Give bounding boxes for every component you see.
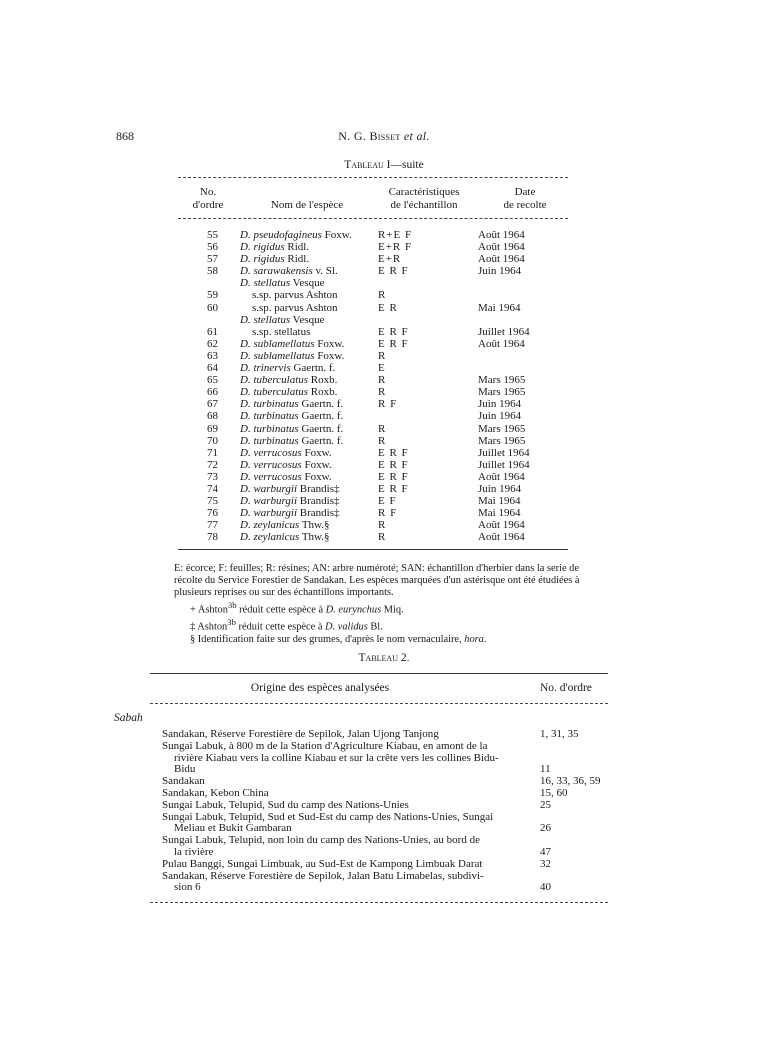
running-head-text: N. G. Bisset et al. xyxy=(338,129,430,143)
species-name xyxy=(240,483,340,495)
species-binomial: D. stellatus xyxy=(240,277,291,290)
species-name xyxy=(240,410,343,422)
sample-characteristics: E R F xyxy=(378,325,409,338)
row-number: 61 xyxy=(207,325,218,338)
sample-characteristics: E F xyxy=(378,495,397,508)
species-binomial: D. turbinatus xyxy=(240,434,299,447)
species-name xyxy=(240,277,324,289)
sample-characteristics: E R F xyxy=(378,446,409,459)
footnote-section xyxy=(174,634,590,646)
col-header-name-text: Nom de l'espèce xyxy=(270,199,344,211)
order-numbers: 40 xyxy=(540,881,551,894)
species-binomial: D. zeylanicus xyxy=(240,531,300,544)
table1-bottom-rule xyxy=(178,549,568,550)
species-authority: Thw.§ xyxy=(299,519,330,532)
origin-line-continued: sion 6 xyxy=(174,881,201,894)
col-header-car-line2: de l'échantillon xyxy=(390,199,458,211)
origin-line: Sungai Labuk, Telupid, non loin du camp des Nations-Unies, au bord de xyxy=(162,834,480,847)
row-number: 70 xyxy=(207,434,218,447)
species-name xyxy=(240,314,324,326)
row-number: 74 xyxy=(207,482,218,495)
table-row xyxy=(180,350,560,362)
row-number: 66 xyxy=(207,386,218,399)
sample-characteristics: E R F xyxy=(378,482,409,495)
collection-date: Juin 1964 xyxy=(478,482,522,495)
species-binomial: D. turbinatus xyxy=(240,398,299,411)
row-number: 75 xyxy=(207,495,218,508)
species-binomial: D. warburgii xyxy=(240,482,298,495)
species-name xyxy=(240,423,343,435)
row-number: 60 xyxy=(207,301,218,314)
notes-main: E: écorce; F: feuilles; R: résines; AN: arbre numéroté; SAN: échantillon d'herbier dans la serie de récolte du Service Forestier de Sandakan. Les espèces marquées d'un astérisque ont été étudiées à plusieurs reprises ou sur des échantillons importants. xyxy=(174,563,580,598)
sample-characteristics: R xyxy=(378,349,387,362)
collection-date: Juillet 1964 xyxy=(478,446,530,459)
table-row xyxy=(180,338,560,350)
row-number: 73 xyxy=(207,470,218,483)
col-header-car-line1: Caractéristiques xyxy=(388,186,460,198)
table-row xyxy=(180,447,560,459)
col-header-characteristics xyxy=(372,186,476,212)
species-binomial: D. tuberculatus xyxy=(240,386,309,399)
collection-date: Juin 1964 xyxy=(478,265,522,278)
origin-line-continued: rivière Kiabau vers la colline Kiabau et sur la crête vers les collines Bidu-Bidu xyxy=(174,751,499,776)
row-number: 76 xyxy=(207,507,218,520)
table-row xyxy=(180,253,560,265)
species-name xyxy=(240,362,335,374)
table-row xyxy=(162,835,622,859)
sample-characteristics: E R F xyxy=(378,470,409,483)
table-row xyxy=(180,495,560,507)
species-name xyxy=(240,435,343,447)
collection-date: Mai 1964 xyxy=(478,507,521,520)
table-row xyxy=(180,326,560,338)
row-number: 64 xyxy=(207,362,218,375)
table1-body xyxy=(180,229,560,543)
collection-date: Mai 1964 xyxy=(478,301,521,314)
collection-date: Mars 1965 xyxy=(478,434,526,447)
col-header-date xyxy=(488,186,562,212)
table-row xyxy=(162,812,622,836)
collection-date: Mars 1965 xyxy=(478,422,526,435)
species-authority: Gaertn. f. xyxy=(298,434,344,447)
species-name xyxy=(240,265,338,277)
fn1-pre: + Ashton xyxy=(190,604,228,616)
table-row xyxy=(180,302,560,314)
sample-characteristics: R xyxy=(378,434,387,447)
order-numbers: 32 xyxy=(540,857,551,870)
sample-characteristics: R xyxy=(378,531,387,544)
fn3-italic: hora xyxy=(464,633,484,645)
table-row xyxy=(180,531,560,543)
species-binomial: D. turbinatus xyxy=(240,410,299,423)
origin-line: Sungai Labuk, Telupid, Sud du camp des Nations-Unies xyxy=(162,798,409,811)
sample-characteristics: R xyxy=(378,374,387,387)
species-binomial: D. sublamellatus xyxy=(240,337,315,350)
origin-line: Sandakan, Réserve Forestière de Sepilok, Jalan Batu Limabelas, subdivi- xyxy=(162,869,484,882)
species-binomial: D. pseudofagineus xyxy=(240,229,322,241)
collection-date: Août 1964 xyxy=(478,337,525,350)
table-row xyxy=(180,459,560,471)
sample-characteristics: R xyxy=(378,422,387,435)
footnote-dagger xyxy=(174,599,590,616)
species-authority: Gaertn. f. xyxy=(298,410,344,423)
table-row xyxy=(180,423,560,435)
table-row xyxy=(180,229,560,241)
collection-date: Août 1964 xyxy=(478,229,525,241)
row-number: 58 xyxy=(207,265,218,278)
species-name xyxy=(240,519,330,531)
origin-line: Pulau Banggi, Sungai Limbuak, au Sud-Est de Kampong Limbuak Darat xyxy=(162,857,483,870)
row-number: 56 xyxy=(207,241,218,254)
sample-characteristics: E xyxy=(378,362,386,375)
species-name xyxy=(240,495,340,507)
species-name xyxy=(240,374,337,386)
species-authority: s.sp. parvus Ashton xyxy=(252,289,338,302)
species-binomial: D. tuberculatus xyxy=(240,374,309,387)
sample-characteristics: R+E F xyxy=(378,229,413,241)
species-name xyxy=(240,350,344,362)
table1-header-rule xyxy=(178,218,568,219)
row-number: 55 xyxy=(207,229,218,241)
species-authority: s.sp. parvus Ashton xyxy=(252,301,338,314)
fn3-pre: § Identification faite sur des grumes, d'après le nom vernaculaire, xyxy=(190,633,465,645)
row-number: 59 xyxy=(207,289,218,302)
col-header-origin: Origine des espèces analysées xyxy=(250,682,390,694)
species-binomial: D. warburgii xyxy=(240,507,298,520)
species-binomial: D. rigidus xyxy=(240,253,285,266)
row-number: 72 xyxy=(207,458,218,471)
sample-characteristics: R xyxy=(378,386,387,399)
row-number: 69 xyxy=(207,422,218,435)
row-number: 78 xyxy=(207,531,218,544)
species-binomial: D. trinervis xyxy=(240,362,291,375)
origin-line-continued: Meliau et Bukit Gambaran xyxy=(174,822,292,835)
species-authority: Vesque xyxy=(290,277,325,290)
row-number: 57 xyxy=(207,253,218,266)
table-row xyxy=(180,374,560,386)
species-name xyxy=(240,507,340,519)
table-row xyxy=(180,483,560,495)
table-row xyxy=(180,241,560,253)
order-numbers: 25 xyxy=(540,798,551,811)
table-row xyxy=(180,386,560,398)
species-name xyxy=(240,447,332,459)
species-name xyxy=(240,229,352,241)
footnote-ddagger xyxy=(174,616,590,633)
table-row xyxy=(180,519,560,531)
species-name xyxy=(240,302,338,314)
fn2-species: D. validus xyxy=(325,621,368,633)
table-row xyxy=(180,314,560,326)
species-binomial: D. verrucosus xyxy=(240,470,302,483)
row-number: 67 xyxy=(207,398,218,411)
species-name xyxy=(240,338,344,350)
col-header-no-line1: No. xyxy=(199,186,217,198)
sample-characteristics: E R F xyxy=(378,337,409,350)
col-header-no-line2: d'ordre xyxy=(192,199,224,211)
table-row xyxy=(180,398,560,410)
order-numbers: 26 xyxy=(540,822,551,835)
sample-characteristics: R xyxy=(378,519,387,532)
table1-top-rule xyxy=(178,177,568,178)
species-name xyxy=(240,471,332,483)
origin-line-continued: la rivière xyxy=(174,845,214,858)
species-binomial: D. verrucosus xyxy=(240,458,302,471)
col-header-date-line2: de recolte xyxy=(503,199,547,211)
table-row xyxy=(180,289,560,301)
fn1-mid: réduit cette espèce à xyxy=(236,604,326,616)
species-authority: v. Sl. xyxy=(312,265,338,278)
species-name xyxy=(240,241,309,253)
species-authority: Brandis‡ xyxy=(297,507,340,520)
row-number: 63 xyxy=(207,349,218,362)
order-numbers: 15, 60 xyxy=(540,786,568,799)
species-authority: Thw.§ xyxy=(299,531,330,544)
species-authority: Foxw. xyxy=(301,470,332,483)
species-name xyxy=(240,459,332,471)
fn1-end: Miq. xyxy=(381,604,404,616)
table-row xyxy=(180,507,560,519)
table2-top-rule xyxy=(150,673,608,674)
species-binomial: D. stellatus xyxy=(240,313,291,326)
collection-date: Juillet 1964 xyxy=(478,458,530,471)
species-authority: Foxw. xyxy=(301,446,332,459)
collection-date: Juillet 1964 xyxy=(478,325,530,338)
collection-date: Août 1964 xyxy=(478,241,525,254)
fn1-sup: 3b xyxy=(227,600,237,610)
origin-cell xyxy=(162,835,520,859)
table2-header-rule xyxy=(150,703,608,704)
collection-date: Août 1964 xyxy=(478,531,525,544)
table-row xyxy=(162,871,622,895)
collection-date: Mai 1964 xyxy=(478,495,521,508)
species-authority: Foxw. xyxy=(314,349,345,362)
table-row xyxy=(180,471,560,483)
species-authority: Ridl. xyxy=(284,253,310,266)
collection-date: Mars 1965 xyxy=(478,386,526,399)
order-numbers: 47 xyxy=(540,845,551,858)
origin-line: Sungai Labuk, Telupid, Sud et Sud-Est du camp des Nations-Unies, Sungai xyxy=(162,810,494,823)
table2-title: Tableau 2. xyxy=(358,652,410,664)
sample-characteristics: R F xyxy=(378,507,398,520)
collection-date: Août 1964 xyxy=(478,519,525,532)
fn2-mid: réduit cette espèce à xyxy=(235,621,326,633)
order-numbers: 11 xyxy=(540,763,551,776)
sample-characteristics: E+R F xyxy=(378,241,413,254)
species-authority: Brandis‡ xyxy=(297,482,340,495)
row-number: 77 xyxy=(207,519,218,532)
species-authority: Foxw. xyxy=(301,458,332,471)
species-binomial: D. zeylanicus xyxy=(240,519,300,532)
species-authority: s.sp. stellatus xyxy=(252,325,311,338)
origin-line: Sandakan, Kebon China xyxy=(162,786,269,799)
table2-body xyxy=(162,729,622,894)
sample-characteristics: E R F xyxy=(378,265,409,278)
species-authority: Foxw. xyxy=(314,337,345,350)
row-number: 62 xyxy=(207,337,218,350)
table-row xyxy=(162,741,622,776)
sample-characteristics: E R xyxy=(378,301,398,314)
sample-characteristics: R F xyxy=(378,398,398,411)
fn2-sup: 3b xyxy=(227,617,236,628)
table-row xyxy=(180,435,560,447)
species-binomial: D. sarawakensis xyxy=(240,265,313,278)
origin-line: Sungai Labuk, à 800 m de la Station d'Agriculture Kiabau, en amont de la xyxy=(162,739,488,752)
table-row xyxy=(180,277,560,289)
table-row xyxy=(180,410,560,422)
species-name xyxy=(240,386,337,398)
order-numbers: 1, 31, 35 xyxy=(540,728,579,740)
fn1-species: D. eurynchus xyxy=(325,604,382,616)
species-binomial: D. sublamellatus xyxy=(240,349,315,362)
species-authority: Gaertn. f. xyxy=(298,398,344,411)
origin-line: Sandakan xyxy=(162,775,205,788)
origin-cell xyxy=(162,871,520,895)
collection-date: Juin 1964 xyxy=(478,410,522,423)
running-head xyxy=(0,129,768,144)
table-row xyxy=(180,265,560,277)
species-authority: Foxw. xyxy=(321,229,352,241)
table1-title xyxy=(0,159,768,171)
species-binomial: D. turbinatus xyxy=(240,422,299,435)
col-header-order-no: No. d'ordre xyxy=(540,682,592,694)
species-binomial: D. verrucosus xyxy=(240,446,302,459)
fn2-end: Bl. xyxy=(367,621,383,633)
species-name xyxy=(240,326,310,338)
species-binomial: D. warburgii xyxy=(240,495,298,508)
origin-line: Sandakan, Réserve Forestière de Sepilok, Jalan Ujong Tanjong xyxy=(162,728,439,740)
species-authority: Gaertn. f. xyxy=(290,362,336,375)
sample-characteristics: R xyxy=(378,289,387,302)
table1-title-rest: I—suite xyxy=(383,159,424,171)
species-authority: Brandis‡ xyxy=(297,495,340,508)
col-header-name xyxy=(252,199,362,212)
row-number: 65 xyxy=(207,374,218,387)
table-row xyxy=(180,362,560,374)
origin-cell xyxy=(162,741,520,776)
collection-date: Août 1964 xyxy=(478,470,525,483)
species-authority: Gaertn. f. xyxy=(298,422,344,435)
species-authority: Roxb. xyxy=(308,374,338,387)
row-number: 68 xyxy=(207,410,218,423)
fn2-pre: ‡ Ashton xyxy=(190,621,228,633)
species-authority: Roxb. xyxy=(308,386,338,399)
table1-notes xyxy=(174,563,590,646)
table1-title-word: Tableau xyxy=(344,159,384,171)
species-authority: Vesque xyxy=(290,313,325,326)
collection-date: Juin 1964 xyxy=(478,398,522,411)
col-header-no xyxy=(180,186,236,212)
sample-characteristics: E+R xyxy=(378,253,402,266)
section-sabah: Sabah xyxy=(114,712,143,724)
fn3-end: . xyxy=(483,633,487,645)
origin-cell xyxy=(162,812,520,836)
page-number: 868 xyxy=(116,129,134,143)
table2-bottom-rule xyxy=(150,902,608,903)
species-name xyxy=(240,531,330,543)
col-header-date-line1: Date xyxy=(514,186,536,198)
species-name xyxy=(240,289,338,301)
species-name xyxy=(240,398,343,410)
sample-characteristics: E R F xyxy=(378,458,409,471)
collection-date: Mars 1965 xyxy=(478,374,526,387)
row-number: 71 xyxy=(207,446,218,459)
species-name xyxy=(240,253,309,265)
collection-date: Août 1964 xyxy=(478,253,525,266)
species-binomial: D. rigidus xyxy=(240,241,285,254)
order-numbers: 16, 33, 36, 59 xyxy=(540,775,601,788)
species-authority: Ridl. xyxy=(284,241,310,254)
